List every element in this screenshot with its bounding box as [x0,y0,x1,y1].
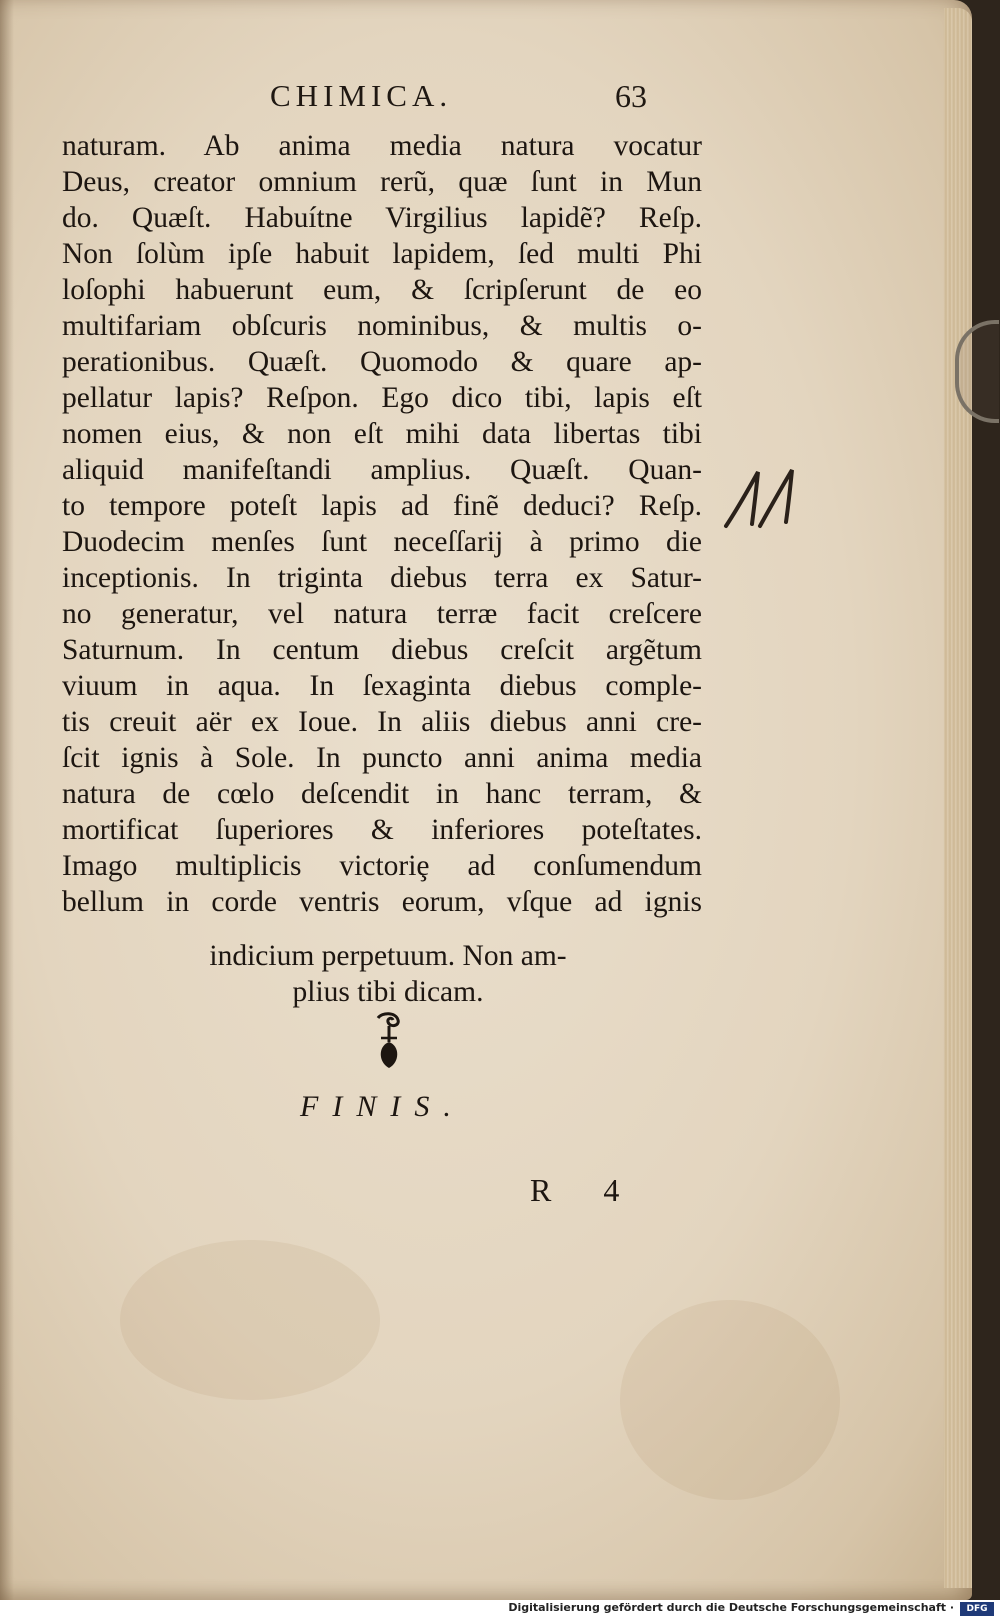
text-line: mortificat ſuperiores & inferiores poteſtates. [62,814,702,846]
text-line: inceptionis. In triginta diebus terra ex Satur- [62,562,702,594]
text-line: nomen eius, & non eſt mihi data libertas tibi [62,418,702,450]
text-line: perationibus. Quæſt. Quomodo & quare ap- [62,346,702,378]
binding-shadow [0,0,14,1600]
printers-fleuron-icon [372,1012,406,1070]
text-line: Saturnum. In centum diebus creſcit argẽtum [62,634,702,666]
closing-line-2: plius tibi dicam. [292,976,484,1008]
text-line: aliquid manifeſtandi amplius. Quæſt. Quan- [62,454,702,486]
signature-mark: R 4 [530,1172,642,1208]
text-line: natura de cœlo deſcendit in hanc terram, & [62,778,702,810]
text-line: bellum in corde ventris eorum, vſque ad ignis [62,886,702,918]
text-line: ſcit ignis à Sole. In puncto anni anima media [62,742,702,774]
closing-line-1: indicium perpetuum. Non am- [209,940,567,972]
dfg-logo: DFG [960,1602,994,1616]
page-number: 63 [615,78,647,114]
finis-colophon: FINIS. [300,1090,465,1123]
text-line: Deus, creator omnium rerũ, quæ ſunt in Mun [62,166,702,198]
page-edges [944,8,972,1588]
text-line: pellatur lapis? Reſpon. Ego dico tibi, lapis eſt [62,382,702,414]
body-text [62,128,702,920]
text-line: viuum in aqua. In ſexaginta diebus comple- [62,670,702,702]
paper-stain [120,1240,380,1400]
text-line: to tempore poteſt lapis ad finẽ deduci? Reſp. [62,490,702,522]
running-title: CHIMICA. [270,78,453,113]
text-line: Duodecim menſes ſunt neceſſarij à primo die [62,526,702,558]
footer-credit: Digitalisierung gefördert durch die Deutsche Forschungsgemeinschaft · [508,1601,954,1614]
text-line: naturam. Ab anima media natura vocatur [62,130,702,162]
text-line: no generatur, vel natura terræ facit creſcere [62,598,702,630]
text-line: Non ſolùm ipſe habuit lapidem, ſed multi Phi [62,238,702,270]
text-line: tis creuit aër ex Ioue. In aliis diebus anni cre- [62,706,702,738]
text-line: multifariam obſcuris nominibus, & multis o- [62,310,702,342]
paper-stain [620,1300,840,1500]
text-line: do. Quæſt. Habuítne Virgilius lapidẽ? Reſp. [62,202,702,234]
text-line: loſophi habuerunt eum, & ſcripſerunt de eo [62,274,702,306]
handwritten-annotation [722,462,798,538]
text-line: Imago multiplicis victoriȩ ad conſumendum [62,850,702,882]
